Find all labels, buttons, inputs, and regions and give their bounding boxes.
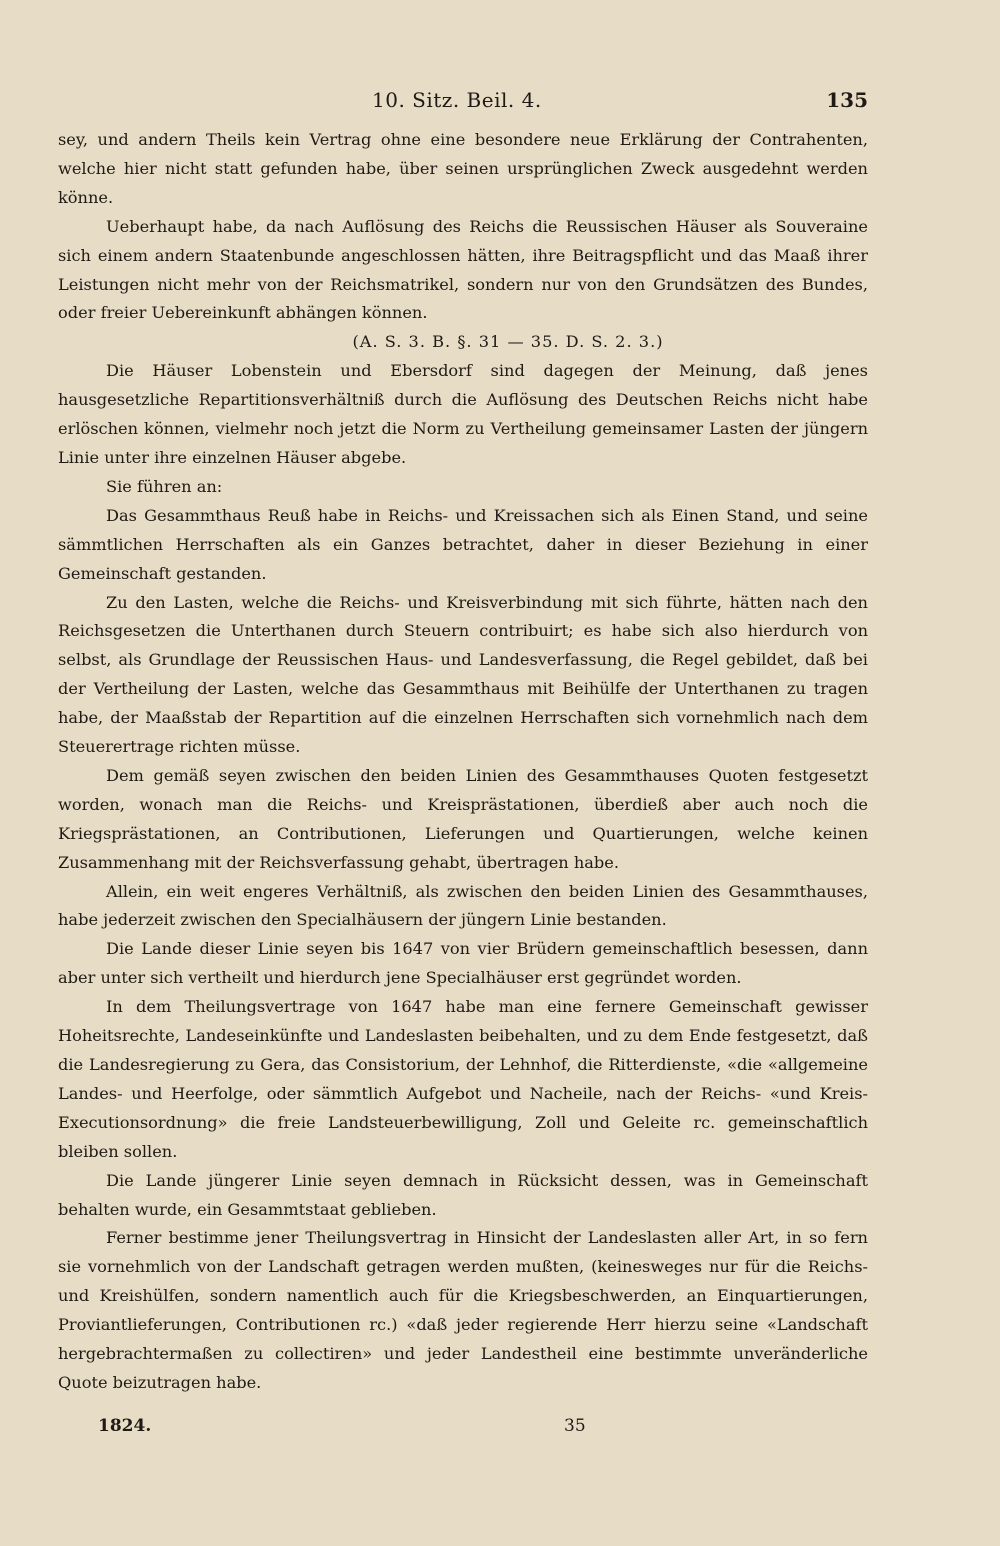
page-header	[58, 88, 868, 122]
page-number: 135	[826, 88, 868, 112]
paragraph: Zu den Lasten, welche die Reichs- und Kreisverbindung mit sich führte, hätten nach den Reichsgesetzen die Unterthanen durch Steuern contribuirt; es habe sich also hierdurch von selbst, als Grundlage der Reussischen Haus- und Landesverfassung, die Regel gebildet, daß bei der Vertheilung der Lasten, welche das Gesammthaus mit Beihülfe der Unterthanen zu tragen habe, der Maaßstab der Repartition auf die einzelnen Herrschaften sich vornehmlich nach dem Steuerertrage richten müsse.	[58, 592, 868, 757]
signature-mark: 35	[564, 1416, 586, 1436]
paragraph: Dem gemäß seyen zwischen den beiden Linien des Gesammthauses Quoten festgesetzt worden, wonach man die Reichs- und Kreisprästationen, überdieß aber auch noch die Kriegsprästationen, an Contributionen, Lieferungen und Quartierungen, welche keinen Zusammenhang mit der Reichsverfassung gehabt, übertragen habe.	[58, 765, 868, 872]
paragraph: Die Lande dieser Linie seyen bis 1647 von vier Brüdern gemeinschaftlich besessen, dann aber unter sich vertheilt und hierdurch jene Specialhäuser erst gegründet worden.	[58, 939, 868, 988]
footer-year: 1824.	[98, 1416, 152, 1436]
paragraph: In dem Theilungsvertrage von 1647 habe man eine fernere Gemeinschaft gewisser Hoheitsrechte, Landeseinkünfte und Landeslasten beibehalten, und zu dem Ende festgesetzt, daß die Landesregierung zu Gera, das Consistorium, der Lehnhof, die Ritterdienste, «die «allgemeine Landes- und Heerfolge, oder sämmtlich Aufgebot und Nacheile, nach der Reichs- «und Kreis-Executionsordnung» die freie Landsteuerbewilligung, Zoll und Geleite rc. gemeinschaftlich bleiben sollen.	[58, 997, 868, 1161]
paragraph: Allein, ein weit engeres Verhältniß, als zwischen den beiden Linien des Gesammthauses, habe jederzeit zwischen den Specialhäusern der jüngern Linie bestanden.	[58, 881, 868, 930]
body-text	[58, 126, 868, 1398]
citation-reference: (A. S. 3. B. §. 31 — 35. D. S. 2. 3.)	[352, 332, 664, 352]
paragraph: sey, und andern Theils kein Vertrag ohne eine besondere neue Erklärung der Contrahenten, welche hier nicht statt gefunden habe, über seinen ursprünglichen Zweck ausgedehnt werden könne.	[58, 130, 868, 207]
paragraph: Sie führen an:	[106, 476, 223, 496]
paragraph: Die Lande jüngerer Linie seyen demnach in Rücksicht dessen, was in Gemeinschaft behalten wurde, ein Gesammtstaat geblieben.	[58, 1170, 868, 1219]
running-head: 10. Sitz. Beil. 4.	[372, 88, 542, 112]
paragraph: Ueberhaupt habe, da nach Auflösung des Reichs die Reussischen Häuser als Souveraine sich einem andern Staatenbunde angeschlossen hätten, ihre Beitragspflicht und das Maaß ihrer Leistungen nicht mehr von der Reichsmatrikel, sondern nur von den Grundsätzen des Bundes, oder freier Uebereinkunft abhängen können.	[58, 216, 868, 323]
paragraph: Das Gesammthaus Reuß habe in Reichs- und Kreissachen sich als Einen Stand, und seine sämmtlichen Herrschaften als ein Ganzes betrachtet, daher in dieser Beziehung in einer Gemeinschaft gestanden.	[58, 505, 868, 583]
paragraph: Ferner bestimme jener Theilungsvertrag in Hinsicht der Landeslasten aller Art, in so fern sie vornehmlich von der Landschaft getragen werden mußten, (keinesweges nur für die Reichs- und Kreishülfen, sondern namentlich auch für die Kriegsbeschwerden, an Einquartierungen, Proviantlieferungen, Contributionen rc.) «daß jeder regierende Herr hierzu seine «Landschaft hergebrachtermaßen zu collectiren» und jeder Landestheil eine bestimmte unveränderliche Quote beizutragen habe.	[58, 1228, 868, 1392]
paragraph: Die Häuser Lobenstein und Ebersdorf sind dagegen der Meinung, daß jenes hausgesetzliche Repartitionsverhältniß durch die Auflösung des Deutschen Reichs nicht habe erlöschen können, vielmehr noch jetzt die Norm zu Vertheilung gemeinsamer Lasten der jüngern Linie unter ihre einzelnen Häuser abgebe.	[58, 361, 868, 467]
